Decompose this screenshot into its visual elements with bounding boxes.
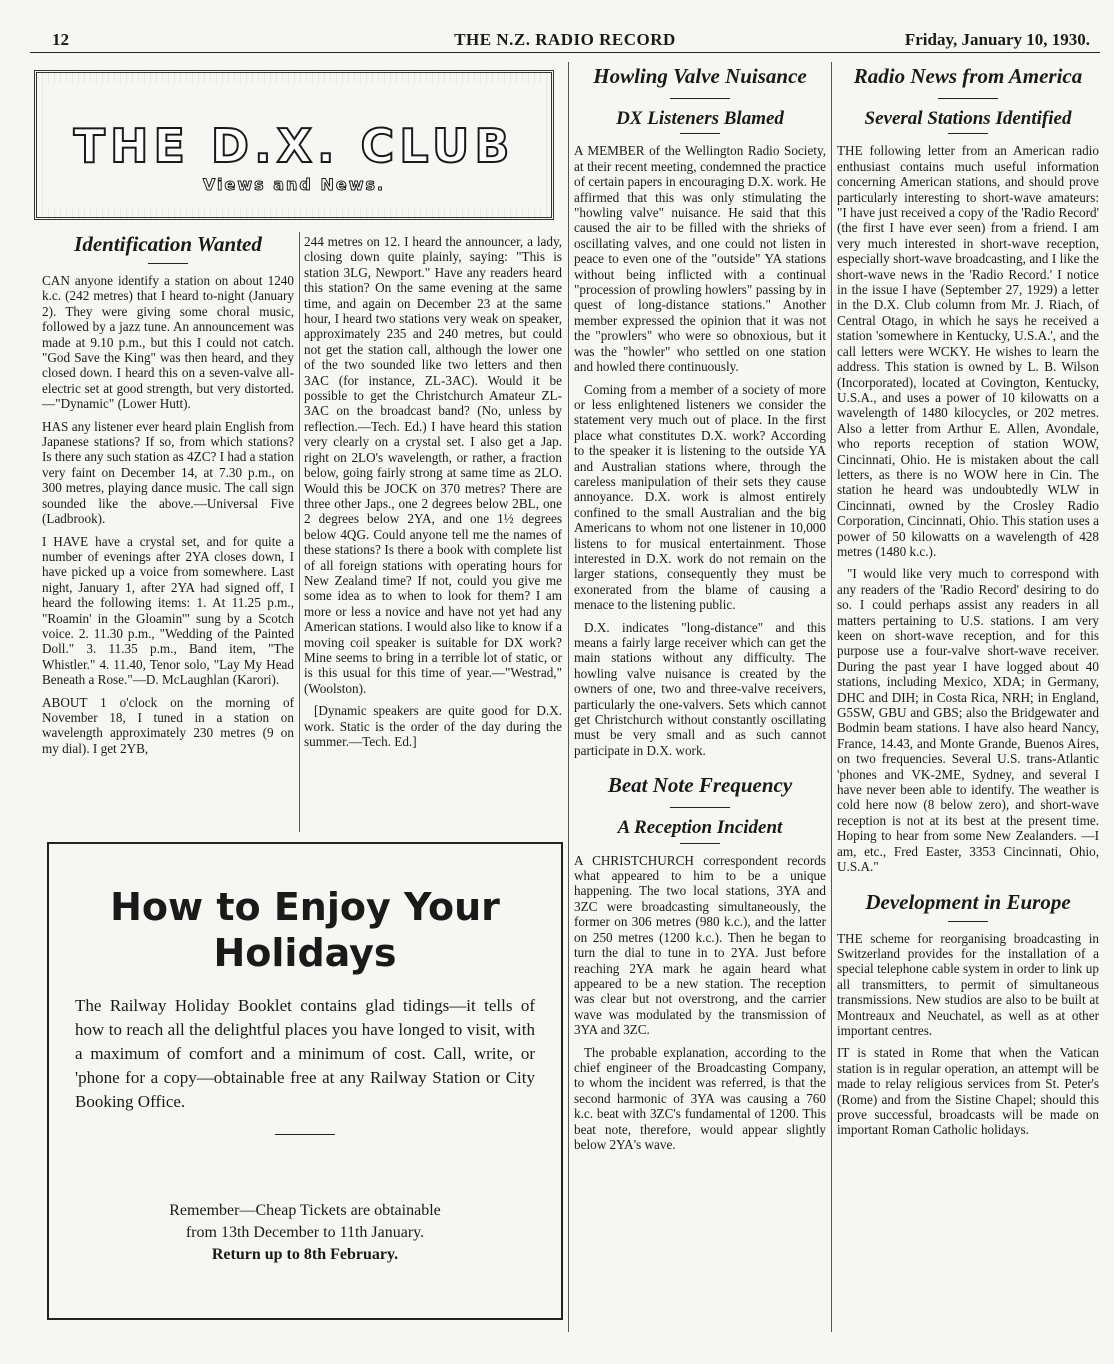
howling-valve-column <box>574 64 826 1159</box>
beat-note-subheading: A Reception Incident <box>617 817 783 839</box>
ad-rule <box>275 1134 335 1135</box>
paper-title: THE N.Z. RADIO RECORD <box>454 30 676 49</box>
howling-paragraph: Coming from a member of a society of more or less enlightened listeners we consider the statement very much out of place. In the first place what constitutes D.X. work? According to the speaker it is listening to the outside YA and Australian stations where, through the careless manipulation of their sets they cause annoyance. D.X. work is almost entirely confined to the small Australian and the big Americans to whom not one listener in 10,000 listens to for musical entertainment. Those interested in D.X. work do not remain on the larger stations, consequently they must be exonerated from the blame of causing a menace to the listening public. <box>574 381 826 613</box>
railway-advertisement <box>47 842 563 1320</box>
letter-westrad-continued: 244 metres on 12. I heard the announcer, a lady, closing down quite plainly, saying: "This is station 3LG, Newport." Have any readers heard this station? On the same evening at the same time, and again on December 23 at the same hour, I heard two stations very weak on speaker, approximately 235 and 240 metres, but could not get the station call, although the lower one of the two sounded like two letters and then 3AC (for instance, ZL-3AC). Would it be possible to get the Christchurch Amateur ZL-3AC on the broadcast band? (No, unless by reflection.—Tech. Ed.) I have heard this station very clearly on a crystal set. I also get a Jap. right on 2LO's wavelength, or rather, a fraction below, going fairly strong at same time as 2LO. Would this be JOCK on 370 metres? There are three other Japs., one 2 degrees below 2BL, one 2 degrees below 2YA, and one 1½ degrees below 4QG. Could anyone tell me the names of these stations? Is there a book with complete list of all foreign stations with operating hours for New Zealand time? If not, could you give me some idea as to when to look for them? I am more or less a novice and have not yet had any American stations. I would also like to know if a moving coil speaker is suitable for DX work? Mine seems to bring in a terrible lot of static, or is this usual for this time of year.—"Westrad," (Woolston). <box>304 234 562 696</box>
ad-footer-line: Remember—Cheap Tickets are obtainable <box>169 1202 441 1219</box>
identification-heading: Identification Wanted <box>74 232 262 256</box>
heading-rule <box>938 98 998 99</box>
howling-paragraph: A MEMBER of the Wellington Radio Society, at their recent meeting, condemned the practice of certain papers in encouraging D.X. work. He affirmed that this was only stimulating the "howling valve" nuisance. He said that this caused the air to be filled with the shrieks of oscillating valves, and one could not listen in peace to even one of the "outside" YA stations without being inflicted with a continual "procession of prowling howlers" passing by in quest of long-distance stations." Another member expressed the opinion that it was not the "prowlers" who were so obnoxious, but it was the "howler" who settled on one station and howled there continuously. <box>574 143 826 375</box>
ad-footer <box>49 1200 561 1266</box>
howling-heading: Howling Valve Nuisance <box>593 64 807 88</box>
letter-westrad-start: ABOUT 1 o'clock on the morning of November 18, I tuned in a station on wavelength approximately 230 metres (9 on my dial). I get 2YB, <box>42 694 294 756</box>
ad-footer-line: from 13th December to 11th January. <box>185 1224 425 1241</box>
beat-note-paragraph: A CHRISTCHURCH correspondent records what appeared to him to be a unique happening. The two local stations, 3YA and 3ZC were broadcasting simultaneously, the former on 306 metres (980 k.c.), and the latter on 250 metres (1200 k.c.). Then he began to turn the dial to tune in to 2YA. Just before reaching 2YA mark he again heard what appeared to be a new station. The reception was clear but not overstrong, and the carrier wave was modulated by the transmission of 3YA and 3ZC. <box>574 852 826 1038</box>
america-subheading: Several Stations Identified <box>864 108 1072 129</box>
column-divider <box>299 232 300 832</box>
europe-heading: Development in Europe <box>865 889 1071 914</box>
dx-club-subtitle: Views and News. <box>202 175 386 194</box>
ad-heading: How to Enjoy Your Holidays <box>110 885 500 975</box>
column-divider <box>568 62 569 1332</box>
america-column <box>837 64 1099 1145</box>
america-paragraph: THE following letter from an American radio enthusiast contains much useful information concerning American stations, and should prove particularly interesting to short-wave amateurs: "I have just received a copy of the 'Radio Record' (the first I have ever seen) from a friend. I am very much interested in short-wave reception, especially short-wave broadcasting, and I like the short-wave news in the 'Radio Record.' I notice in the issue I have (September 27, 1929) a letter in the D.X. Club column from Mr. J. Riach, of Central Otago, in which he says he received a station 'somewhere in Kentucky, U.S.A.', and the call letters were WCKY. He wishes to learn the address. This station is owned by L. B. Wilson (Incorporated), located at Covington, Kentucky, U.S.A., and uses a power of 10 kilowatts on a wavelength of 1480 kilocycles, or 202 metres. Also a letter from Arthur E. Allen, Avondale, who reports reception of station WOW, Cincinnati, Ohio. He is mistaken about the call letters, as there is no WOW here in Cin. The station he heard was undoubtedly WLW in Cincinnati, owned by the Crosley Radio Corporation, Cincinnati, Ohio. This station uses a power of 50 kilowatts on a wavelength of 428 metres (1480 k.c.). <box>837 143 1099 559</box>
heading-rule <box>948 921 988 922</box>
america-heading: Radio News from America <box>853 64 1083 88</box>
beat-note-paragraph: The probable explanation, according to the chief engineer of the Broadcasting Company, to whom the incident was referred, is that the second harmonic of 3YA was causing a 760 k.c. beat with 3ZC's fundamental of 1200. This beat note, therefore, would appear slightly below 2YA's wave. <box>574 1044 826 1152</box>
dx-club-banner <box>34 70 554 220</box>
issue-date: Friday, January 10, 1930. <box>904 30 1090 49</box>
heading-rule <box>670 98 730 99</box>
page-number: 12 <box>52 30 69 49</box>
ad-footer-line: Return up to 8th February. <box>211 1246 399 1263</box>
letter-dynamic: CAN anyone identify a station on about 1240 k.c. (242 metres) that I heard to-night (January 2). They were giving some choral music, followed by a jazz tune. An announcement was made at 9.10 p.m., but this I could not catch. "God Save the King" was then heard, and they closed down. I heard this on a seven-valve all-electric set at good strength, but very distorted.—"Dynamic" (Lower Hutt). <box>42 273 294 412</box>
heading-rule <box>948 133 988 134</box>
tech-editor-note: [Dynamic speakers are quite good for D.X. work. Static is the order of the day during the summer.—Tech. Ed.] <box>304 703 562 749</box>
america-paragraph: "I would like very much to correspond with any readers of the 'Radio Record' desiring to do so. I could perhaps assist any readers in all matters pertaining to U.S. stations. I am very keen on short-wave reception, and for this purpose use a four-valve short-wave receiver. During the past year I have logged about 40 stations, including Mexico, XDA; in Germany, DHC and DIH; in Costa Rica, NRH; in England, G5SW, GBU and GBS; also the Bridgewater and Bodmin beam stations. I have also heard Nancy, France, 14.43, and Monte Grande, Buenos Aires, on two frequencies. Several U.S. trans-Atlantic 'phones and VK-2ME, Sydney, and several I have never been able to identify. The weather is cold here now (8 below zero), and short-wave reception is not at its best at the present time. Hoping to hear from some New Zealanders. —I am, etc., Fred Easter, 3353 Cincinnati, Ohio, U.S.A." <box>837 566 1099 875</box>
beat-note-heading: Beat Note Frequency <box>607 773 793 798</box>
ad-body: The Railway Holiday Booklet contains glad tidings—it tells of how to reach all the delightful places you have longed to visit, with a maximum of comfort and a minimum of cost. Call, write, or 'phone for a copy—obtainable free at any Railway Station or City Booking Office. <box>75 996 535 1111</box>
identification-column <box>42 232 294 763</box>
heading-rule <box>670 807 730 808</box>
europe-paragraph: THE scheme for reorganising broadcasting in Switzerland provides for the installation of a special telephone cable system in order to link up all transmitters, to permit of simultaneous transmissions. New studios are also to be built at Montreaux and Neuchatel, as well as at other important centres. <box>837 930 1099 1038</box>
masthead <box>30 28 1100 53</box>
dx-club-title: THE D.X. CLUB <box>73 119 515 173</box>
howling-subheading: DX Listeners Blamed <box>616 108 784 129</box>
letter-universal-five: HAS any listener ever heard plain English from Japanese stations? If so, from which stations? Is there any such station as 4ZC? I had a station very faint on December 14, at 7.30 p.m., on 300 metres, playing dance music. The call sign sounded like the above.—Universal Five (Ladbrook). <box>42 418 294 527</box>
banner-inner <box>47 83 541 207</box>
heading-rule <box>680 133 720 134</box>
column-divider <box>831 62 832 1332</box>
heading-rule <box>148 263 188 264</box>
heading-rule <box>680 843 720 844</box>
second-column <box>304 234 562 756</box>
howling-paragraph: D.X. indicates "long-distance" and this means a fairly large receiver which can get the main stations without any difficulty. The howling valve nuisance is created by the owners of one, two and three-valve receivers, particularly the one-valvers. Sets which cannot get Christchurch without constantly oscillating must be very small and as such cannot participate in D.X. work. <box>574 619 826 758</box>
europe-paragraph: IT is stated in Rome that when the Vatican station is in regular operation, an attempt will be made to relay religious services from St. Peter's (Rome) and from the Sistine Chapel; should this prove successful, broadcasts will be made on important Roman Catholic holidays. <box>837 1045 1099 1138</box>
letter-mclaughlan: I HAVE have a crystal set, and for quite a number of evenings after 2YA closes down, I have picked up a voice from somewhere. Last night, January 1, after 2YA had signed off, I heard the following items: 1. At 11.25 p.m., "Roamin' in the Gloamin'" sung by a Scotch voice. 2. 11.30 p.m., "Wedding of the Painted Doll." 3. 11.35 p.m., Band item, "The Whistler." 4. 11.40, Tenor solo, "Lay My Head Beneath a Rose."—D. McLaughlan (Karori). <box>42 533 294 688</box>
